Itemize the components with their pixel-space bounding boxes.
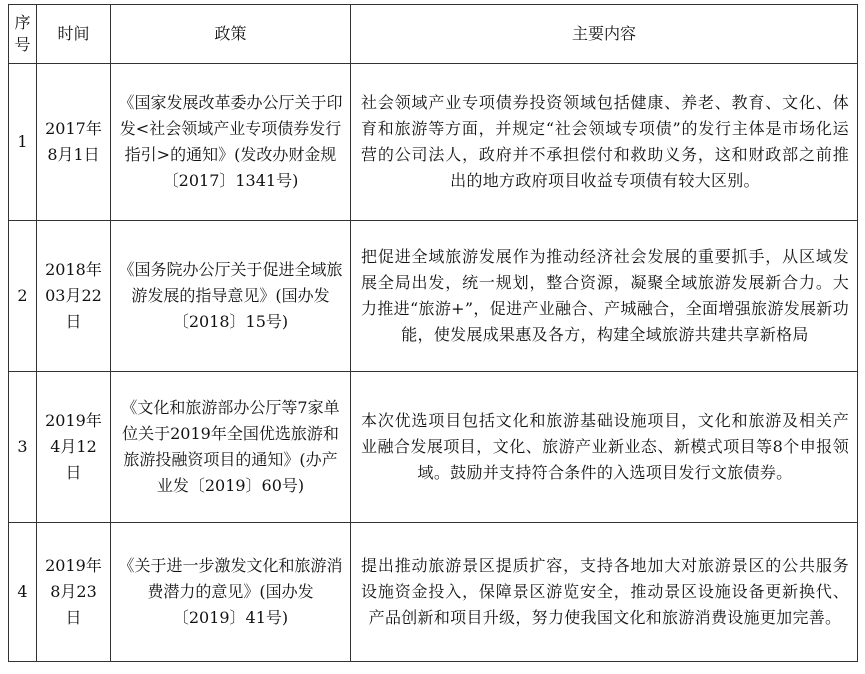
table-row xyxy=(9,64,858,221)
row-no: 1 xyxy=(9,64,37,221)
table-header-row xyxy=(9,5,858,64)
row-content: 提出推动旅游景区提质扩容，支持各地加大对旅游景区的公共服务设施资金投入，保障景区游览安全，推动景区设施设备更新换代、产品创新和项目升级，努力使我国文化和旅游消费设施更加完善。 xyxy=(351,523,858,662)
row-policy: 《关于进一步激发文化和旅游消费潜力的意见》(国办发〔2019〕41号) xyxy=(111,523,351,662)
row-policy: 《文化和旅游部办公厅等7家单位关于2019年全国优选旅游和旅游投融资项目的通知》(办产业发〔2019〕60号) xyxy=(111,372,351,523)
row-content: 社会领域产业专项债券投资领域包括健康、养老、教育、文化、体育和旅游等方面，并规定“社会领域专项债”的发行主体是市场化运营的公司法人，政府并不承担偿付和救助义务，这和财政部之前推出的地方政府项目收益专项债有较大区别。 xyxy=(351,64,858,221)
table-row xyxy=(9,372,858,523)
row-date: 2018年03月22日 xyxy=(37,221,111,372)
row-date: 2019年4月12日 xyxy=(37,372,111,523)
row-content: 把促进全域旅游发展作为推动经济社会发展的重要抓手，从区域发展全局出发，统一规划，整合资源，凝聚全域旅游发展新合力。大力推进“旅游+”，促进产业融合、产城融合，全面增强旅游发展新功能，使发展成果惠及各方，构建全域旅游共建共享新格局 xyxy=(351,221,858,372)
policy-table-container xyxy=(8,4,857,662)
header-no: 序号 xyxy=(9,5,37,64)
table-row xyxy=(9,221,858,372)
row-policy: 《国家发展改革委办公厅关于印发<社会领域产业专项债券发行指引>的通知》(发改办财金规〔2017〕1341号) xyxy=(111,64,351,221)
header-date: 时间 xyxy=(37,5,111,64)
row-content: 本次优选项目包括文化和旅游基础设施项目，文化和旅游及相关产业融合发展项目，文化、旅游产业新业态、新模式项目等8个申报领域。鼓励并支持符合条件的入选项目发行文旅债券。 xyxy=(351,372,858,523)
header-policy: 政策 xyxy=(111,5,351,64)
row-no: 3 xyxy=(9,372,37,523)
row-date: 2019年8月23日 xyxy=(37,523,111,662)
row-no: 4 xyxy=(9,523,37,662)
header-content: 主要内容 xyxy=(351,5,858,64)
row-no: 2 xyxy=(9,221,37,372)
policy-table xyxy=(8,4,858,662)
table-row xyxy=(9,523,858,662)
row-policy: 《国务院办公厅关于促进全域旅游发展的指导意见》(国办发〔2018〕15号) xyxy=(111,221,351,372)
row-date: 2017年8月1日 xyxy=(37,64,111,221)
